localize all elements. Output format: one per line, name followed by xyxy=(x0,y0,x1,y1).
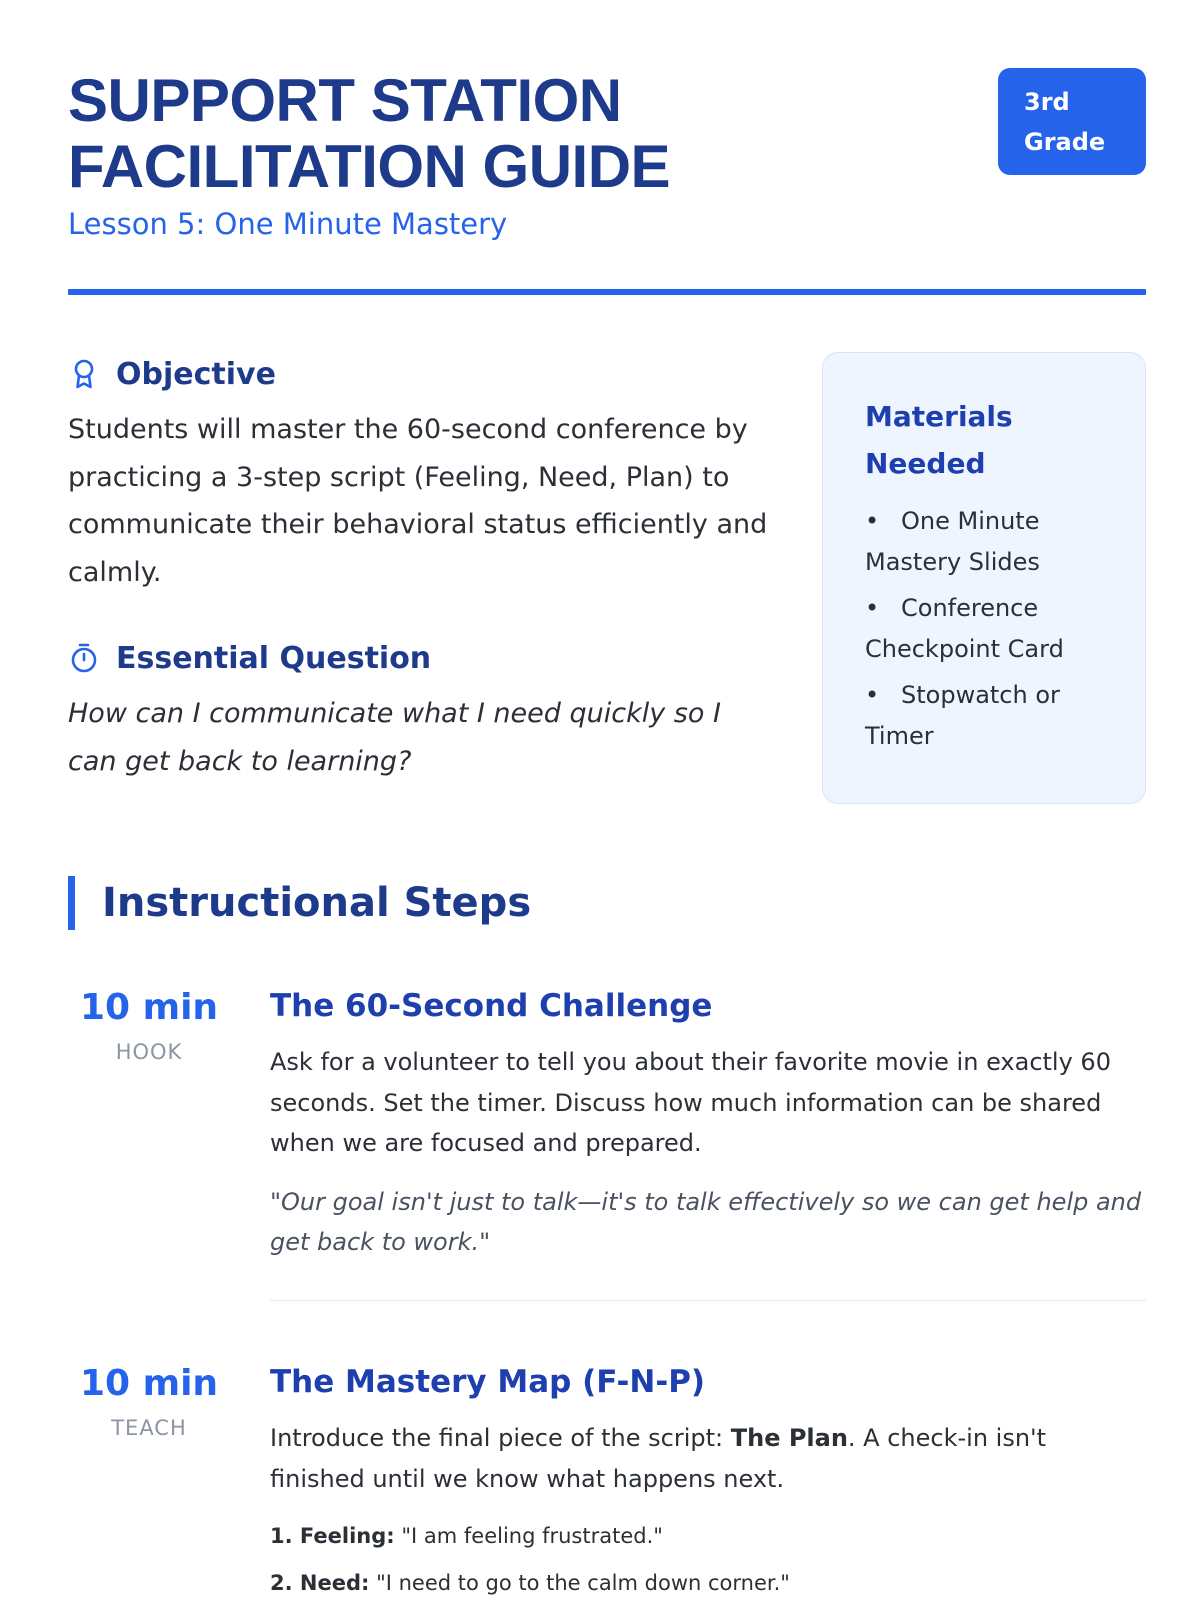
step-body xyxy=(270,984,1146,1263)
bullet-icon: • xyxy=(865,507,880,535)
page-title xyxy=(68,68,848,200)
step-time xyxy=(68,984,230,1064)
instructional-steps-title: Instructional Steps xyxy=(102,880,532,926)
essential-question-heading-label: Essential Question xyxy=(116,640,432,676)
title-line-1: SUPPORT STATION xyxy=(68,67,622,134)
step-description xyxy=(270,1418,1146,1499)
objective-heading-label: Objective xyxy=(116,356,276,392)
lesson-subtitle: Lesson 5: One Minute Mastery xyxy=(68,207,508,241)
title-line-2: FACILITATION GUIDE xyxy=(68,133,671,200)
step-phase: TEACH xyxy=(111,1416,187,1440)
materials-list xyxy=(865,501,1125,756)
list-item xyxy=(865,588,1125,669)
script-line-label: 2. Need: xyxy=(270,1571,370,1595)
step-description-start: Introduce the final piece of the script: xyxy=(270,1424,731,1452)
grade-badge-line-2: Grade xyxy=(1024,128,1106,156)
essential-question-text: How can I communicate what I need quickly so I can get back to learning? xyxy=(68,698,721,777)
materials-item-label: Stopwatch or Timer xyxy=(865,681,1060,750)
step-duration: 10 min xyxy=(79,987,219,1028)
award-ribbon-icon xyxy=(68,358,100,390)
step-description-end: . A check-in isn't finished until we know what happens next. xyxy=(270,1424,1047,1493)
grade-badge xyxy=(998,68,1146,175)
step-body xyxy=(270,1360,1146,1600)
page-header xyxy=(68,68,1146,298)
step-duration: 10 min xyxy=(79,1363,219,1404)
list-item xyxy=(865,675,1125,756)
objective-section xyxy=(68,350,768,596)
step-quote: "Our goal isn't just to talk—it's to talk effectively so we can get help and get back to work." xyxy=(270,1187,1142,1256)
materials-title: Materials Needed xyxy=(865,400,1013,480)
overview-column xyxy=(68,350,768,785)
step-title: The Mastery Map (F-N-P) xyxy=(270,1364,706,1400)
essential-question-heading xyxy=(68,634,768,682)
script-line-text: "I am feeling frustrated." xyxy=(394,1524,663,1548)
list-item xyxy=(865,501,1125,582)
essential-question-section xyxy=(68,634,768,785)
header-divider xyxy=(68,289,1146,295)
step-description: Ask for a volunteer to tell you about their favorite movie in exactly 60 seconds. Set the timer. Discuss how much information can be shared when we are focused and prepared. xyxy=(270,1048,1111,1157)
step-title: The 60-Second Challenge xyxy=(270,988,713,1024)
step-divider xyxy=(270,1300,1146,1301)
step-time xyxy=(68,1360,230,1440)
step-phase: HOOK xyxy=(115,1040,183,1064)
materials-card xyxy=(822,352,1146,804)
instructional-steps-heading xyxy=(68,876,531,930)
bullet-icon: • xyxy=(865,594,880,622)
materials-item-label: Conference Checkpoint Card xyxy=(865,594,1064,663)
objective-heading xyxy=(68,350,768,398)
script-line-text: "I need to go to the calm down corner." xyxy=(369,1571,790,1595)
heading-accent-bar xyxy=(68,876,75,930)
objective-text: Students will master the 60-second conference by practicing a 3-step script (Feeling, Need, Plan) to communicate their behavioral status efficiently and calmly. xyxy=(68,414,768,588)
step-description-emphasis: The Plan xyxy=(730,1424,848,1452)
stopwatch-icon xyxy=(68,642,100,674)
bullet-icon: • xyxy=(865,681,880,709)
script-line-label: 1. Feeling: xyxy=(270,1524,395,1548)
script-line-feeling xyxy=(270,1513,1146,1560)
script-list xyxy=(270,1513,1146,1600)
script-line-need xyxy=(270,1560,1146,1600)
materials-item-label: One Minute Mastery Slides xyxy=(865,507,1040,576)
grade-badge-line-1: 3rd xyxy=(1024,88,1070,116)
